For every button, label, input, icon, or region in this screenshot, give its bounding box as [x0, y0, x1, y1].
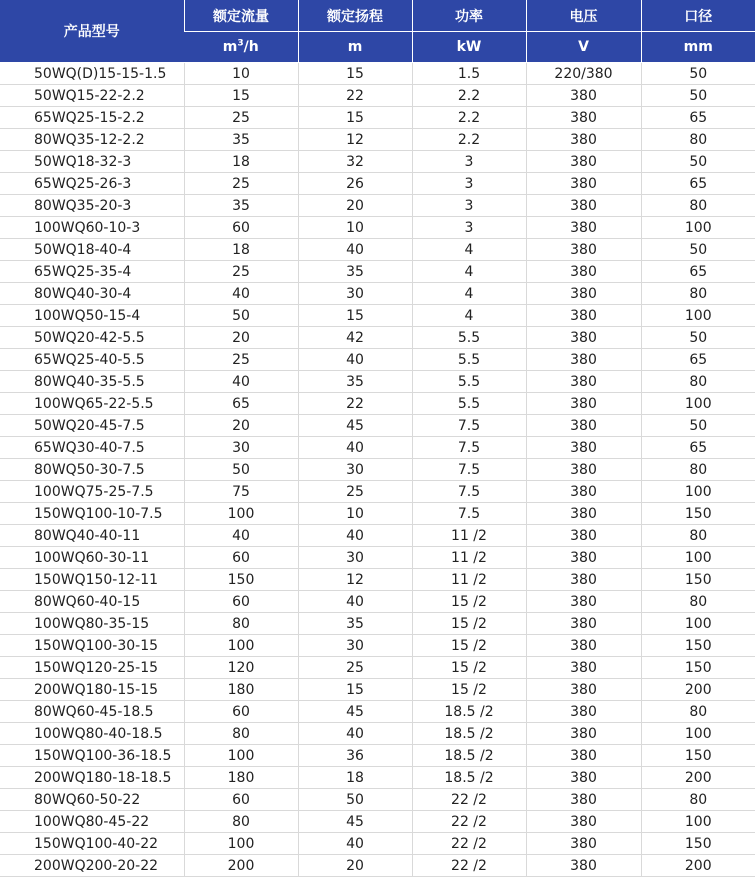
diameter-cell: 50	[641, 239, 755, 261]
voltage-cell: 380	[526, 349, 641, 371]
flow-cell: 100	[184, 503, 298, 525]
power-cell: 3	[412, 151, 526, 173]
voltage-cell: 380	[526, 811, 641, 833]
voltage-cell: 380	[526, 569, 641, 591]
model-cell: 200WQ180-15-15	[0, 679, 184, 701]
diameter-cell: 50	[641, 327, 755, 349]
head-cell: 35	[298, 613, 412, 635]
table-body	[0, 63, 755, 877]
power-cell: 22 /2	[412, 833, 526, 855]
unit-power: kW	[412, 32, 526, 63]
power-cell: 4	[412, 283, 526, 305]
power-cell: 11 /2	[412, 569, 526, 591]
model-cell: 80WQ40-40-11	[0, 525, 184, 547]
voltage-cell: 380	[526, 85, 641, 107]
voltage-cell: 380	[526, 745, 641, 767]
power-cell: 3	[412, 217, 526, 239]
voltage-cell: 380	[526, 723, 641, 745]
model-cell: 65WQ30-40-7.5	[0, 437, 184, 459]
table-row	[0, 503, 755, 525]
flow-cell: 60	[184, 789, 298, 811]
flow-cell: 60	[184, 547, 298, 569]
voltage-cell: 380	[526, 547, 641, 569]
flow-cell: 80	[184, 811, 298, 833]
voltage-cell: 220/380	[526, 63, 641, 85]
diameter-cell: 100	[641, 723, 755, 745]
table-row	[0, 657, 755, 679]
diameter-cell: 50	[641, 415, 755, 437]
head-cell: 15	[298, 679, 412, 701]
head-cell: 18	[298, 767, 412, 789]
head-cell: 40	[298, 833, 412, 855]
power-cell: 5.5	[412, 349, 526, 371]
table-row	[0, 745, 755, 767]
head-cell: 40	[298, 349, 412, 371]
voltage-cell: 380	[526, 415, 641, 437]
power-cell: 7.5	[412, 459, 526, 481]
head-cell: 10	[298, 217, 412, 239]
voltage-cell: 380	[526, 371, 641, 393]
voltage-cell: 380	[526, 503, 641, 525]
voltage-cell: 380	[526, 305, 641, 327]
model-cell: 100WQ60-10-3	[0, 217, 184, 239]
voltage-cell: 380	[526, 151, 641, 173]
model-cell: 50WQ20-42-5.5	[0, 327, 184, 349]
model-cell: 150WQ100-10-7.5	[0, 503, 184, 525]
table-row	[0, 327, 755, 349]
power-cell: 15 /2	[412, 679, 526, 701]
head-cell: 36	[298, 745, 412, 767]
power-cell: 4	[412, 305, 526, 327]
diameter-cell: 150	[641, 657, 755, 679]
voltage-cell: 380	[526, 283, 641, 305]
head-cell: 35	[298, 261, 412, 283]
model-cell: 80WQ50-30-7.5	[0, 459, 184, 481]
power-cell: 18.5 /2	[412, 723, 526, 745]
table-row	[0, 283, 755, 305]
table-row	[0, 481, 755, 503]
unit-flow-exponent: 3	[237, 38, 244, 49]
table-row	[0, 437, 755, 459]
model-cell: 100WQ80-45-22	[0, 811, 184, 833]
diameter-cell: 150	[641, 833, 755, 855]
voltage-cell: 380	[526, 481, 641, 503]
table-row	[0, 371, 755, 393]
flow-cell: 80	[184, 723, 298, 745]
table-row	[0, 349, 755, 371]
model-cell: 80WQ40-35-5.5	[0, 371, 184, 393]
diameter-cell: 100	[641, 811, 755, 833]
voltage-cell: 380	[526, 833, 641, 855]
flow-cell: 50	[184, 305, 298, 327]
voltage-cell: 380	[526, 173, 641, 195]
model-cell: 80WQ60-50-22	[0, 789, 184, 811]
voltage-cell: 380	[526, 239, 641, 261]
head-cell: 45	[298, 415, 412, 437]
head-cell: 40	[298, 723, 412, 745]
head-cell: 30	[298, 635, 412, 657]
diameter-cell: 50	[641, 151, 755, 173]
voltage-cell: 380	[526, 129, 641, 151]
head-cell: 42	[298, 327, 412, 349]
unit-diameter: mm	[641, 32, 755, 63]
flow-cell: 25	[184, 107, 298, 129]
power-cell: 18.5 /2	[412, 701, 526, 723]
model-cell: 100WQ80-40-18.5	[0, 723, 184, 745]
flow-cell: 80	[184, 613, 298, 635]
diameter-cell: 100	[641, 305, 755, 327]
power-cell: 22 /2	[412, 811, 526, 833]
flow-cell: 100	[184, 745, 298, 767]
head-cell: 25	[298, 481, 412, 503]
table-row	[0, 591, 755, 613]
power-cell: 7.5	[412, 503, 526, 525]
table-row	[0, 305, 755, 327]
model-cell: 50WQ18-32-3	[0, 151, 184, 173]
voltage-cell: 380	[526, 195, 641, 217]
diameter-cell: 150	[641, 745, 755, 767]
model-cell: 200WQ200-20-22	[0, 855, 184, 877]
diameter-cell: 200	[641, 855, 755, 877]
head-cell: 40	[298, 525, 412, 547]
voltage-cell: 380	[526, 679, 641, 701]
power-cell: 5.5	[412, 327, 526, 349]
voltage-cell: 380	[526, 525, 641, 547]
power-cell: 15 /2	[412, 613, 526, 635]
unit-flow-base: m	[222, 39, 238, 55]
head-cell: 12	[298, 569, 412, 591]
table-row	[0, 239, 755, 261]
model-cell: 65WQ25-35-4	[0, 261, 184, 283]
diameter-cell: 65	[641, 261, 755, 283]
flow-cell: 25	[184, 349, 298, 371]
model-cell: 100WQ80-35-15	[0, 613, 184, 635]
power-cell: 2.2	[412, 107, 526, 129]
diameter-cell: 65	[641, 107, 755, 129]
diameter-cell: 80	[641, 525, 755, 547]
voltage-cell: 380	[526, 855, 641, 877]
head-cell: 40	[298, 239, 412, 261]
table-row	[0, 789, 755, 811]
flow-cell: 75	[184, 481, 298, 503]
power-cell: 15 /2	[412, 591, 526, 613]
model-cell: 50WQ20-45-7.5	[0, 415, 184, 437]
diameter-cell: 65	[641, 173, 755, 195]
flow-cell: 25	[184, 173, 298, 195]
model-cell: 80WQ35-12-2.2	[0, 129, 184, 151]
table-row	[0, 129, 755, 151]
diameter-cell: 100	[641, 393, 755, 415]
flow-cell: 30	[184, 437, 298, 459]
diameter-cell: 200	[641, 679, 755, 701]
head-cell: 40	[298, 437, 412, 459]
unit-voltage: V	[526, 32, 641, 63]
power-cell: 15 /2	[412, 657, 526, 679]
power-cell: 7.5	[412, 437, 526, 459]
table-row	[0, 151, 755, 173]
flow-cell: 200	[184, 855, 298, 877]
table-row	[0, 217, 755, 239]
voltage-cell: 380	[526, 657, 641, 679]
power-cell: 15 /2	[412, 635, 526, 657]
model-cell: 150WQ150-12-11	[0, 569, 184, 591]
model-cell: 150WQ100-36-18.5	[0, 745, 184, 767]
table-row	[0, 855, 755, 877]
power-cell: 2.2	[412, 85, 526, 107]
table-row	[0, 635, 755, 657]
voltage-cell: 380	[526, 459, 641, 481]
head-cell: 30	[298, 283, 412, 305]
unit-head: m	[298, 32, 412, 63]
flow-cell: 35	[184, 129, 298, 151]
table-row	[0, 85, 755, 107]
model-cell: 150WQ100-30-15	[0, 635, 184, 657]
flow-cell: 50	[184, 459, 298, 481]
table-row	[0, 767, 755, 789]
table-row	[0, 811, 755, 833]
head-cell: 25	[298, 657, 412, 679]
voltage-cell: 380	[526, 635, 641, 657]
unit-flow-tail: /h	[243, 39, 259, 55]
header-flow: 额定流量	[184, 0, 298, 32]
flow-cell: 150	[184, 569, 298, 591]
table-row	[0, 261, 755, 283]
table-row	[0, 415, 755, 437]
flow-cell: 20	[184, 327, 298, 349]
power-cell: 5.5	[412, 393, 526, 415]
voltage-cell: 380	[526, 261, 641, 283]
model-cell: 65WQ25-26-3	[0, 173, 184, 195]
voltage-cell: 380	[526, 701, 641, 723]
header-voltage: 电压	[526, 0, 641, 32]
table-row	[0, 833, 755, 855]
voltage-cell: 380	[526, 217, 641, 239]
flow-cell: 10	[184, 63, 298, 85]
model-cell: 50WQ(D)15-15-1.5	[0, 63, 184, 85]
model-cell: 50WQ18-40-4	[0, 239, 184, 261]
power-cell: 3	[412, 173, 526, 195]
head-cell: 40	[298, 591, 412, 613]
header-model: 产品型号	[0, 0, 184, 63]
diameter-cell: 100	[641, 217, 755, 239]
power-cell: 18.5 /2	[412, 767, 526, 789]
model-cell: 150WQ120-25-15	[0, 657, 184, 679]
head-cell: 22	[298, 85, 412, 107]
diameter-cell: 150	[641, 635, 755, 657]
diameter-cell: 50	[641, 63, 755, 85]
power-cell: 22 /2	[412, 789, 526, 811]
flow-cell: 65	[184, 393, 298, 415]
voltage-cell: 380	[526, 591, 641, 613]
power-cell: 1.5	[412, 63, 526, 85]
flow-cell: 60	[184, 591, 298, 613]
voltage-cell: 380	[526, 613, 641, 635]
diameter-cell: 80	[641, 789, 755, 811]
diameter-cell: 80	[641, 283, 755, 305]
diameter-cell: 80	[641, 371, 755, 393]
table-row	[0, 723, 755, 745]
voltage-cell: 380	[526, 767, 641, 789]
power-cell: 4	[412, 261, 526, 283]
flow-cell: 18	[184, 151, 298, 173]
head-cell: 45	[298, 701, 412, 723]
header-diameter: 口径	[641, 0, 755, 32]
table-row	[0, 63, 755, 85]
head-cell: 30	[298, 459, 412, 481]
header-power: 功率	[412, 0, 526, 32]
flow-cell: 60	[184, 701, 298, 723]
model-cell: 65WQ25-15-2.2	[0, 107, 184, 129]
header-head: 额定扬程	[298, 0, 412, 32]
model-cell: 80WQ60-45-18.5	[0, 701, 184, 723]
table-row	[0, 459, 755, 481]
model-cell: 100WQ65-22-5.5	[0, 393, 184, 415]
head-cell: 26	[298, 173, 412, 195]
voltage-cell: 380	[526, 393, 641, 415]
diameter-cell: 80	[641, 459, 755, 481]
flow-cell: 18	[184, 239, 298, 261]
table-row	[0, 393, 755, 415]
power-cell: 5.5	[412, 371, 526, 393]
table-row	[0, 569, 755, 591]
power-cell: 11 /2	[412, 547, 526, 569]
power-cell: 3	[412, 195, 526, 217]
power-cell: 18.5 /2	[412, 745, 526, 767]
flow-cell: 100	[184, 635, 298, 657]
flow-cell: 180	[184, 767, 298, 789]
model-cell: 100WQ50-15-4	[0, 305, 184, 327]
table-row	[0, 173, 755, 195]
model-cell: 100WQ60-30-11	[0, 547, 184, 569]
diameter-cell: 80	[641, 591, 755, 613]
flow-cell: 180	[184, 679, 298, 701]
head-cell: 50	[298, 789, 412, 811]
head-cell: 20	[298, 855, 412, 877]
power-cell: 4	[412, 239, 526, 261]
head-cell: 10	[298, 503, 412, 525]
head-cell: 15	[298, 63, 412, 85]
flow-cell: 40	[184, 283, 298, 305]
diameter-cell: 100	[641, 481, 755, 503]
diameter-cell: 80	[641, 129, 755, 151]
table-header	[0, 0, 755, 63]
diameter-cell: 80	[641, 701, 755, 723]
flow-cell: 40	[184, 371, 298, 393]
table-row	[0, 107, 755, 129]
head-cell: 32	[298, 151, 412, 173]
model-cell: 200WQ180-18-18.5	[0, 767, 184, 789]
table-row	[0, 525, 755, 547]
flow-cell: 60	[184, 217, 298, 239]
voltage-cell: 380	[526, 327, 641, 349]
power-cell: 22 /2	[412, 855, 526, 877]
table-row	[0, 195, 755, 217]
diameter-cell: 100	[641, 547, 755, 569]
diameter-cell: 100	[641, 613, 755, 635]
table-row	[0, 679, 755, 701]
voltage-cell: 380	[526, 437, 641, 459]
head-cell: 15	[298, 305, 412, 327]
diameter-cell: 65	[641, 349, 755, 371]
flow-cell: 20	[184, 415, 298, 437]
diameter-cell: 50	[641, 85, 755, 107]
head-cell: 22	[298, 393, 412, 415]
diameter-cell: 150	[641, 503, 755, 525]
diameter-cell: 80	[641, 195, 755, 217]
model-cell: 80WQ40-30-4	[0, 283, 184, 305]
diameter-cell: 65	[641, 437, 755, 459]
diameter-cell: 150	[641, 569, 755, 591]
head-cell: 20	[298, 195, 412, 217]
power-cell: 2.2	[412, 129, 526, 151]
head-cell: 15	[298, 107, 412, 129]
head-cell: 45	[298, 811, 412, 833]
diameter-cell: 200	[641, 767, 755, 789]
unit-flow	[184, 32, 298, 63]
power-cell: 7.5	[412, 481, 526, 503]
table-row	[0, 547, 755, 569]
power-cell: 7.5	[412, 415, 526, 437]
power-cell: 11 /2	[412, 525, 526, 547]
model-cell: 65WQ25-40-5.5	[0, 349, 184, 371]
flow-cell: 25	[184, 261, 298, 283]
model-cell: 50WQ15-22-2.2	[0, 85, 184, 107]
flow-cell: 35	[184, 195, 298, 217]
table-row	[0, 701, 755, 723]
model-cell: 150WQ100-40-22	[0, 833, 184, 855]
flow-cell: 15	[184, 85, 298, 107]
voltage-cell: 380	[526, 789, 641, 811]
table-row	[0, 613, 755, 635]
flow-cell: 120	[184, 657, 298, 679]
flow-cell: 40	[184, 525, 298, 547]
flow-cell: 100	[184, 833, 298, 855]
head-cell: 35	[298, 371, 412, 393]
head-cell: 30	[298, 547, 412, 569]
model-cell: 100WQ75-25-7.5	[0, 481, 184, 503]
model-cell: 80WQ60-40-15	[0, 591, 184, 613]
head-cell: 12	[298, 129, 412, 151]
model-cell: 80WQ35-20-3	[0, 195, 184, 217]
voltage-cell: 380	[526, 107, 641, 129]
